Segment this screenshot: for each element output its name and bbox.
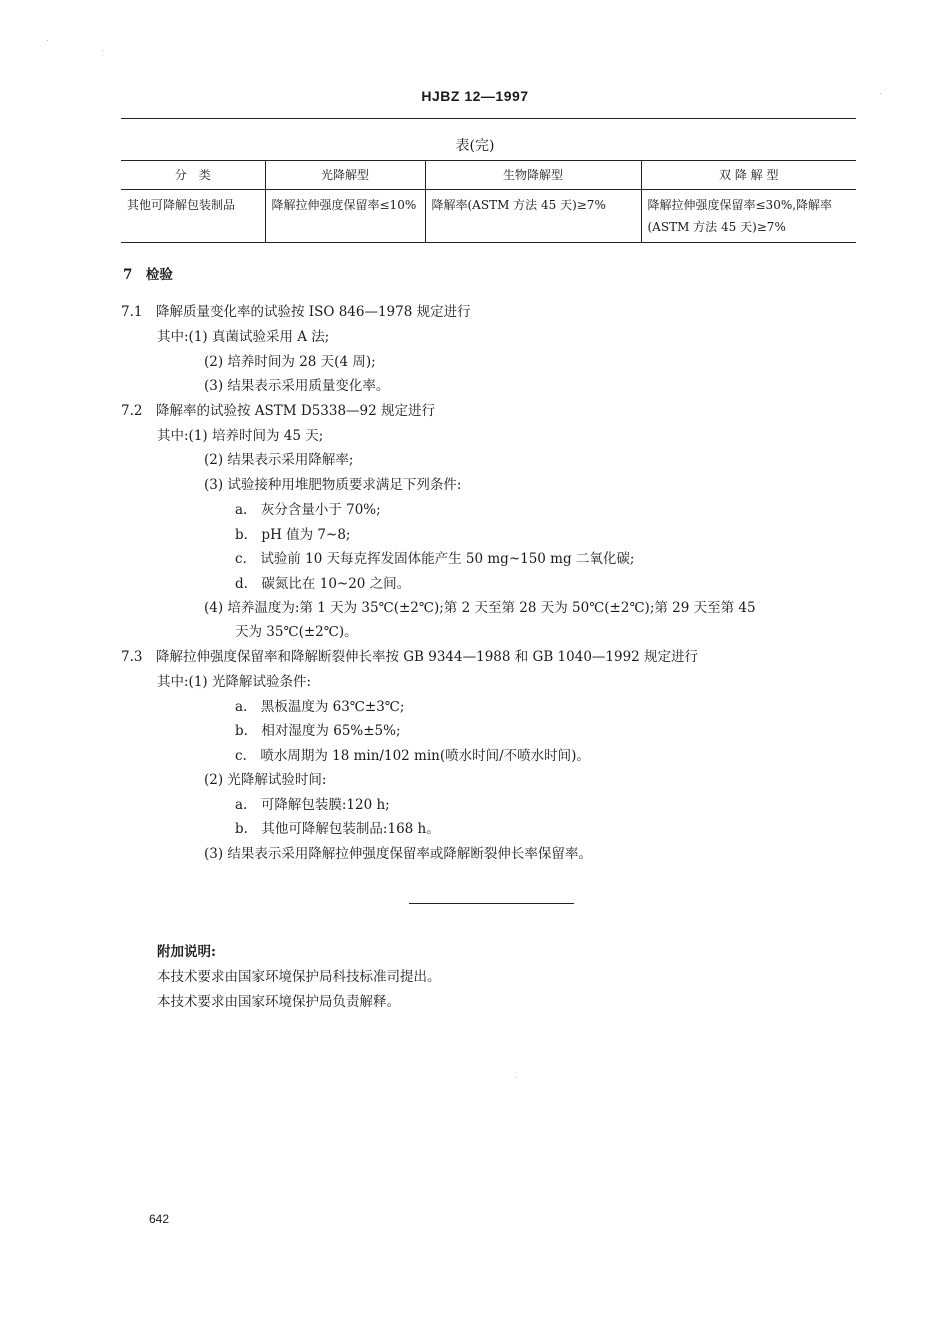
scan-speck (515, 1077, 516, 1078)
clause-7-2-title: 7.2 降解率的试验按 ASTM D5338—92 规定进行 (121, 403, 436, 419)
clause-7-2-item-1: 其中:(1) 培养时间为 45 天; (157, 428, 324, 444)
clause-7-1-item-3: (3) 结果表示采用质量变化率。 (204, 378, 390, 394)
clause-7-1-item-2: (2) 培养时间为 28 天(4 周); (204, 354, 376, 370)
col-header-category: 分 类 (121, 161, 265, 190)
appendix-line-2: 本技术要求由国家环境保护局负责解释。 (157, 994, 400, 1010)
appendix-title: 附加说明: (157, 944, 216, 960)
degradation-spec-table (121, 160, 856, 243)
col-header-dual: 双 降 解 型 (641, 161, 856, 190)
clause-7-2-item-3: (3) 试验接种用堆肥物质要求满足下列条件: (204, 477, 462, 493)
scan-speck (102, 50, 103, 51)
clause-7-1-item-1: 其中:(1) 真菌试验采用 A 法; (157, 329, 330, 345)
condition-a: a. 灰分含量小于 70%; (235, 502, 381, 518)
light-time-a: a. 可降解包装膜:120 h; (235, 797, 390, 813)
clause-7-3-item-3: (3) 结果表示采用降解拉伸强度保留率或降解断裂伸长率保留率。 (204, 846, 592, 862)
section-7-heading: 7 检验 (123, 267, 173, 283)
col-header-photo: 光降解型 (265, 161, 425, 190)
col-header-bio: 生物降解型 (425, 161, 641, 190)
cell-bio: 降解率(ASTM 方法 45 天)≥7% (425, 190, 641, 243)
scan-speck (47, 40, 48, 41)
clause-7-2-item-4-line-1: (4) 培养温度为:第 1 天为 35℃(±2℃);第 2 天至第 28 天为 50℃(±2℃);第 29 天至第 45 (204, 600, 756, 616)
cell-dual: 降解拉伸强度保留率≤30%,降解率(ASTM 方法 45 天)≥7% (641, 190, 856, 243)
light-time-b: b. 其他可降解包装制品:168 h。 (235, 821, 440, 837)
table-caption: 表(完) (455, 138, 495, 154)
clause-7-1-title: 7.1 降解质量变化率的试验按 ISO 846—1978 规定进行 (121, 304, 471, 320)
cell-category: 其他可降解包装制品 (121, 190, 265, 243)
table-header-row (121, 161, 856, 190)
condition-d: d. 碳氮比在 10~20 之间。 (235, 576, 411, 592)
light-condition-a: a. 黑板温度为 63℃±3℃; (235, 699, 405, 715)
page-number: 642 (149, 1212, 170, 1226)
clause-7-2-item-4-line-2: 天为 35℃(±2℃)。 (235, 624, 358, 640)
condition-c: c. 试验前 10 天每克挥发固体能产生 50 mg~150 mg 二氧化碳; (235, 551, 635, 567)
clause-7-3-item-1: 其中:(1) 光降解试验条件: (157, 674, 312, 690)
scan-speck (880, 93, 881, 94)
clause-7-2-item-2: (2) 结果表示采用降解率; (204, 452, 354, 468)
clause-7-3-title: 7.3 降解拉伸强度保留率和降解断裂伸长率按 GB 9344—1988 和 GB 1040—1992 规定进行 (121, 649, 699, 665)
cell-photo: 降解拉伸强度保留率≤10% (265, 190, 425, 243)
header-rule (121, 118, 856, 119)
condition-b: b. pH 值为 7~8; (235, 527, 351, 543)
standard-code-header: HJBZ 12—1997 (421, 88, 529, 104)
light-condition-b: b. 相对湿度为 65%±5%; (235, 723, 401, 739)
clause-7-3-item-2: (2) 光降解试验时间: (204, 772, 327, 788)
appendix-line-1: 本技术要求由国家环境保护局科技标准司提出。 (157, 969, 441, 985)
light-condition-c: c. 喷水周期为 18 min/102 min(喷水时间/不喷水时间)。 (235, 748, 590, 764)
end-rule (409, 903, 574, 904)
table-row (121, 190, 856, 243)
